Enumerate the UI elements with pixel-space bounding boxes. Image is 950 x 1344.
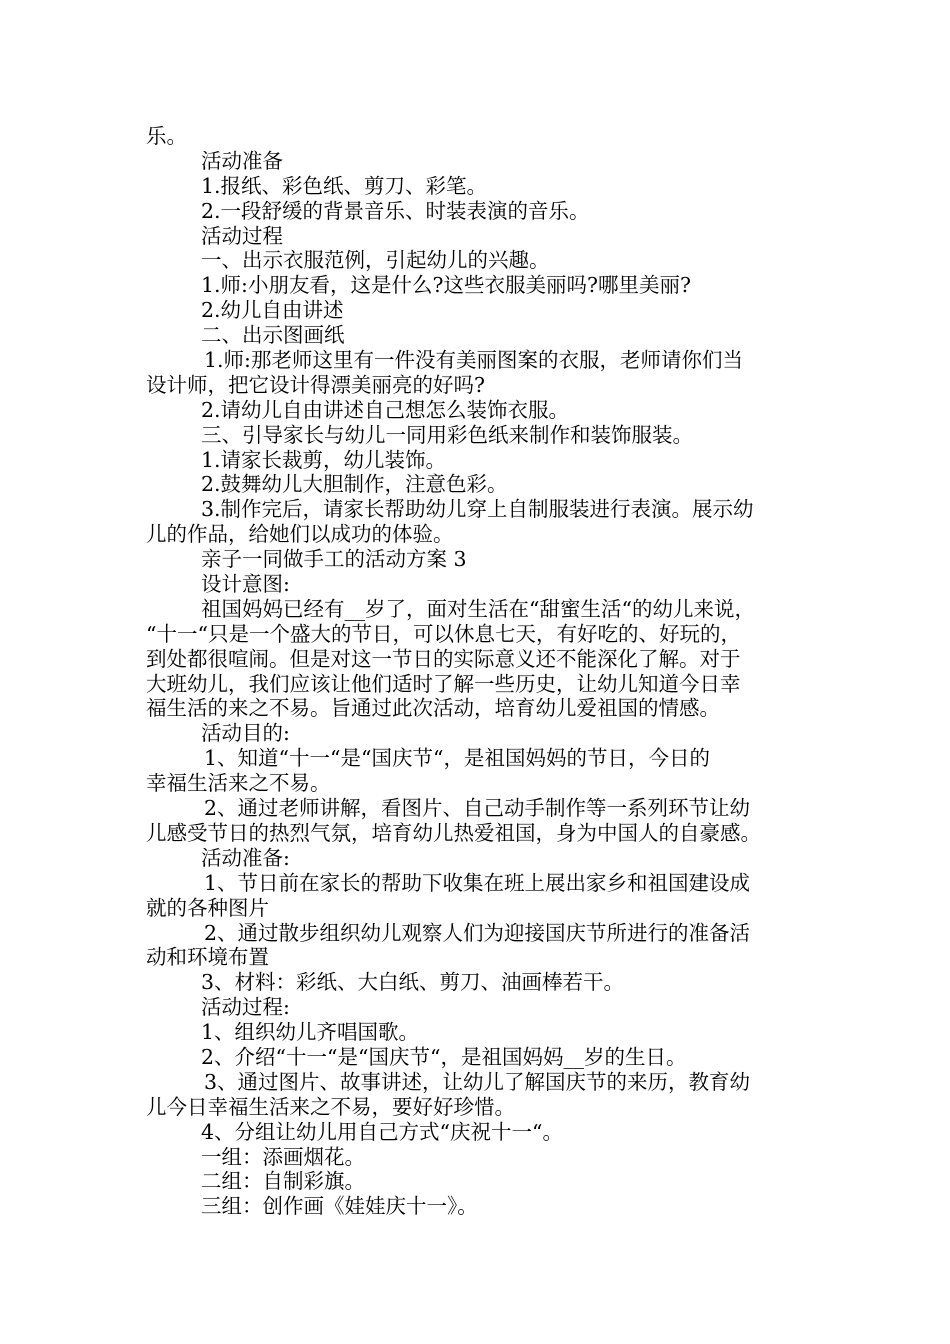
text-line: 2.幼儿自由讲述 bbox=[201, 298, 344, 323]
text-line: 乐。 bbox=[146, 124, 187, 148]
text-line: 2、通过老师讲解，看图片、自己动手制作等一系列环节让幼 bbox=[204, 796, 751, 821]
text-line: 幸福生活来之不易。 bbox=[146, 771, 331, 796]
text-line: 二、出示图画纸 bbox=[201, 323, 345, 348]
text-line: 3.制作完后，请家长帮助幼儿穿上自制服装进行表演。展示幼 bbox=[201, 497, 754, 522]
text-line: 三、引导家长与幼儿一同用彩色纸来制作和装饰服装。 bbox=[201, 422, 693, 447]
text-line: 福生活的来之不易。旨通过此次活动，培育幼儿爱祖国的情感。 bbox=[146, 696, 720, 721]
text-line: 活动目的: bbox=[201, 721, 290, 746]
text-line: 设计师，把它设计得漂美丽亮的好吗? bbox=[146, 372, 485, 397]
text-line: 儿的作品，给她们以成功的体验。 bbox=[146, 522, 454, 547]
text-line: 2.请幼儿自由讲述自己想怎么装饰衣服。 bbox=[201, 397, 570, 422]
text-line: 1、组织幼儿齐唱国歌。 bbox=[201, 1020, 420, 1045]
text-line: 1.师:那老师这里有一件没有美丽图案的衣服，老师请你们当 bbox=[204, 348, 743, 373]
text-line: “十一“只是一个盛大的节日，可以休息七天，有好吃的、好玩的， bbox=[146, 621, 741, 646]
text-line: 大班幼儿，我们应该让他们适时了解一些历史，让幼儿知道今日幸 bbox=[146, 671, 741, 696]
text-line: 活动准备: bbox=[201, 845, 290, 870]
text-line: 三组：创作画《娃娃庆十一》。 bbox=[201, 1194, 478, 1219]
text-line: 1.报纸、彩色纸、剪刀、彩笔。 bbox=[201, 173, 488, 198]
text-line: 1.师:小朋友看，这是什么?这些衣服美丽吗?哪里美丽? bbox=[201, 273, 691, 298]
document-body bbox=[146, 124, 816, 1219]
text-line: 1、知道“十一“是“国庆节“，是祖国妈妈的节日，今日的 bbox=[204, 746, 710, 771]
text-line: 儿感受节日的热烈气氛，培育幼儿热爱祖国，身为中国人的自豪感。 bbox=[146, 820, 761, 845]
text-line: 一组：添画烟花。 bbox=[201, 1144, 365, 1169]
text-line: 2.鼓舞幼儿大胆制作，注意色彩。 bbox=[201, 472, 508, 497]
text-line: 2、通过散步组织幼儿观察人们为迎接国庆节所进行的准备活 bbox=[204, 920, 751, 945]
text-line: 3、材料：彩纸、大白纸、剪刀、油画棒若干。 bbox=[201, 970, 625, 995]
text-line: 儿今日幸福生活来之不易，要好好珍惜。 bbox=[146, 1094, 515, 1119]
text-line: 祖国妈妈已经有__岁了，面对生活在“甜蜜生活“的幼儿来说， bbox=[201, 596, 755, 621]
text-line: 活动过程: bbox=[201, 995, 290, 1020]
text-line: 2、介绍“十一“是“国庆节“，是祖国妈妈__岁的生日。 bbox=[201, 1044, 687, 1069]
text-line: 到处都很喧闹。但是对这一节日的实际意义还不能深化了解。对于 bbox=[146, 646, 741, 671]
text-line: 活动过程 bbox=[201, 223, 283, 248]
text-line: 4、分组让幼儿用自己方式“庆祝十一“。 bbox=[201, 1119, 564, 1144]
text-line: 活动准备 bbox=[201, 148, 283, 173]
text-line: 亲子一同做手工的活动方案 3 bbox=[201, 547, 467, 572]
text-line: 二组：自制彩旗。 bbox=[201, 1169, 365, 1194]
text-line: 2.一段舒缓的背景音乐、时装表演的音乐。 bbox=[201, 198, 590, 223]
text-line: 动和环境布置 bbox=[146, 945, 269, 970]
text-line: 就的各种图片 bbox=[146, 895, 269, 920]
text-line: 1、节日前在家长的帮助下收集在班上展出家乡和祖国建设成 bbox=[204, 870, 751, 895]
text-line: 设计意图: bbox=[201, 572, 290, 597]
text-line: 一、出示衣服范例，引起幼儿的兴趣。 bbox=[201, 248, 550, 273]
text-line: 1.请家长裁剪，幼儿装饰。 bbox=[201, 447, 447, 472]
text-line: 3、通过图片、故事讲述，让幼儿了解国庆节的来历，教育幼 bbox=[204, 1069, 751, 1094]
